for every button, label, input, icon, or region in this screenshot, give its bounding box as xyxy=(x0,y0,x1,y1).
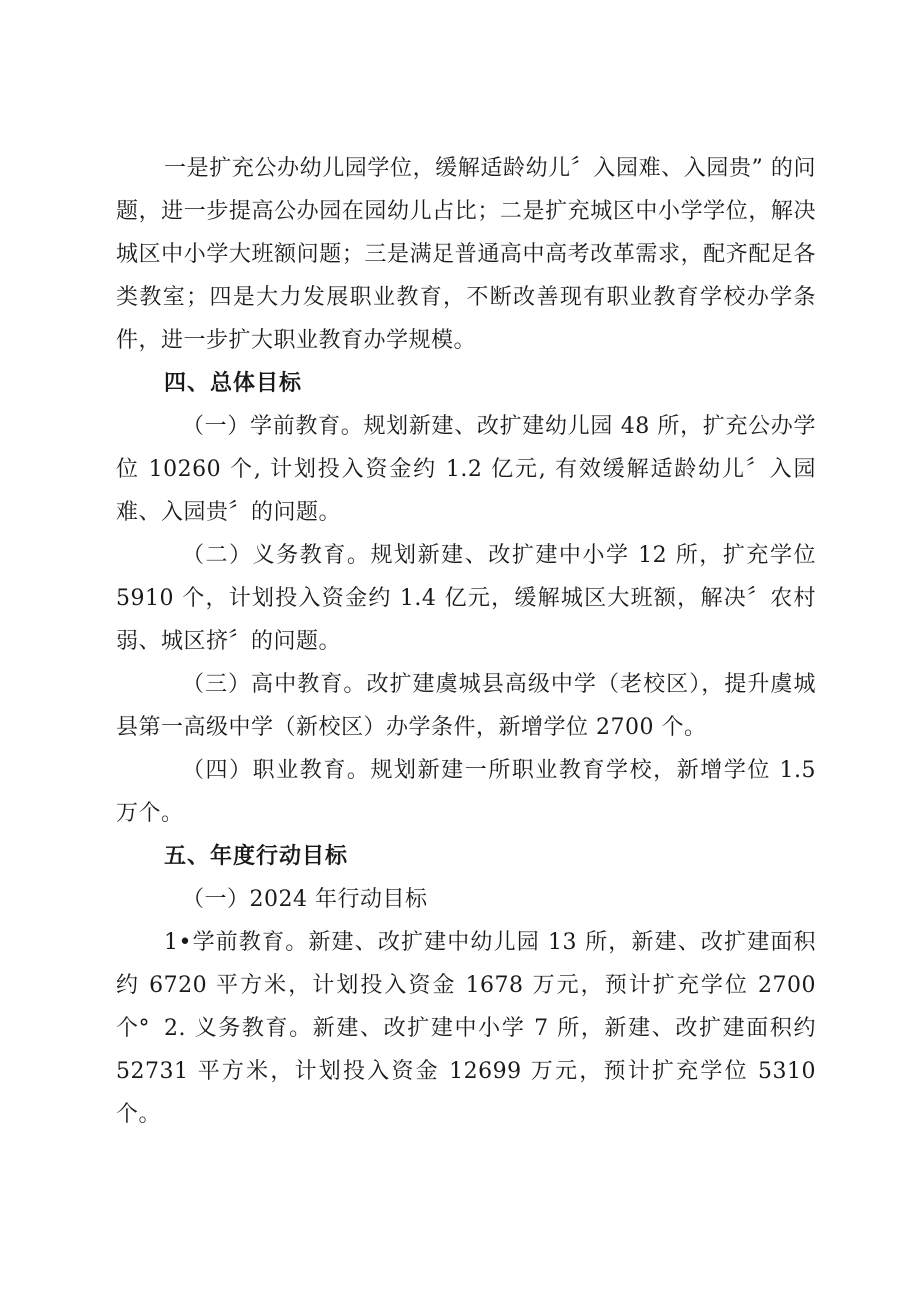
paragraph-goals-summary: 一是扩充公办幼儿园学位，缓解适龄幼儿〞入园难、入园贵” 的问题，进一步提高公办园在园幼儿占比；二是扩充城区中小学学位，解决城区中小学大班额问题；三是满足普通高中高考改革需求，配齐配足各类教室；四是大力发展职业教育，不断改善现有职业教育学校办学条件，进一步扩大职业教育办学规模。 xyxy=(116,156,816,353)
subheading-2024-action-goals: （一）2024 年行动目标 xyxy=(182,887,428,912)
paragraph-vocational-education: （四）职业教育。规划新建一所职业教育学校，新增学位 1.5 万个。 xyxy=(116,758,816,826)
paragraph-2024-preschool: 1•学前教育。新建、改扩建中幼儿园 13 所，新建、改扩建面积约 6720 平方米，计划投入资金 1678 万元，预计扩充学位 2700 个° xyxy=(116,930,816,1041)
paragraph-preschool-education: （一）学前教育。规划新建、改扩建幼儿园 48 所，扩充公办学位 10260 个, 计划投入资金约 1.2 亿元, 有效缓解适龄幼儿〞入园难、入园贵〞的问题。 xyxy=(116,414,816,525)
paragraph-high-school-education: （三）高中教育。改扩建虞城县高级中学（老校区），提升虞城县第一高级中学（新校区）办学条件，新增学位 2700 个。 xyxy=(116,672,816,740)
paragraph-2024-compulsory: 2. 义务教育。新建、改扩建中小学 7 所，新建、改扩建面积约 52731 平方米，计划投入资金 12699 万元，预计扩充学位 5310 个。 xyxy=(116,1016,816,1127)
section-heading-overall-goals: 四、总体目标 xyxy=(164,371,303,396)
paragraph-compulsory-education: （二）义务教育。规划新建、改扩建中小学 12 所，扩充学位 5910 个，计划投入资金约 1.4 亿元，缓解城区大班额，解决〞农村弱、城区挤〞的问题。 xyxy=(116,543,816,654)
section-heading-annual-action-goals: 五、年度行动目标 xyxy=(164,844,349,869)
